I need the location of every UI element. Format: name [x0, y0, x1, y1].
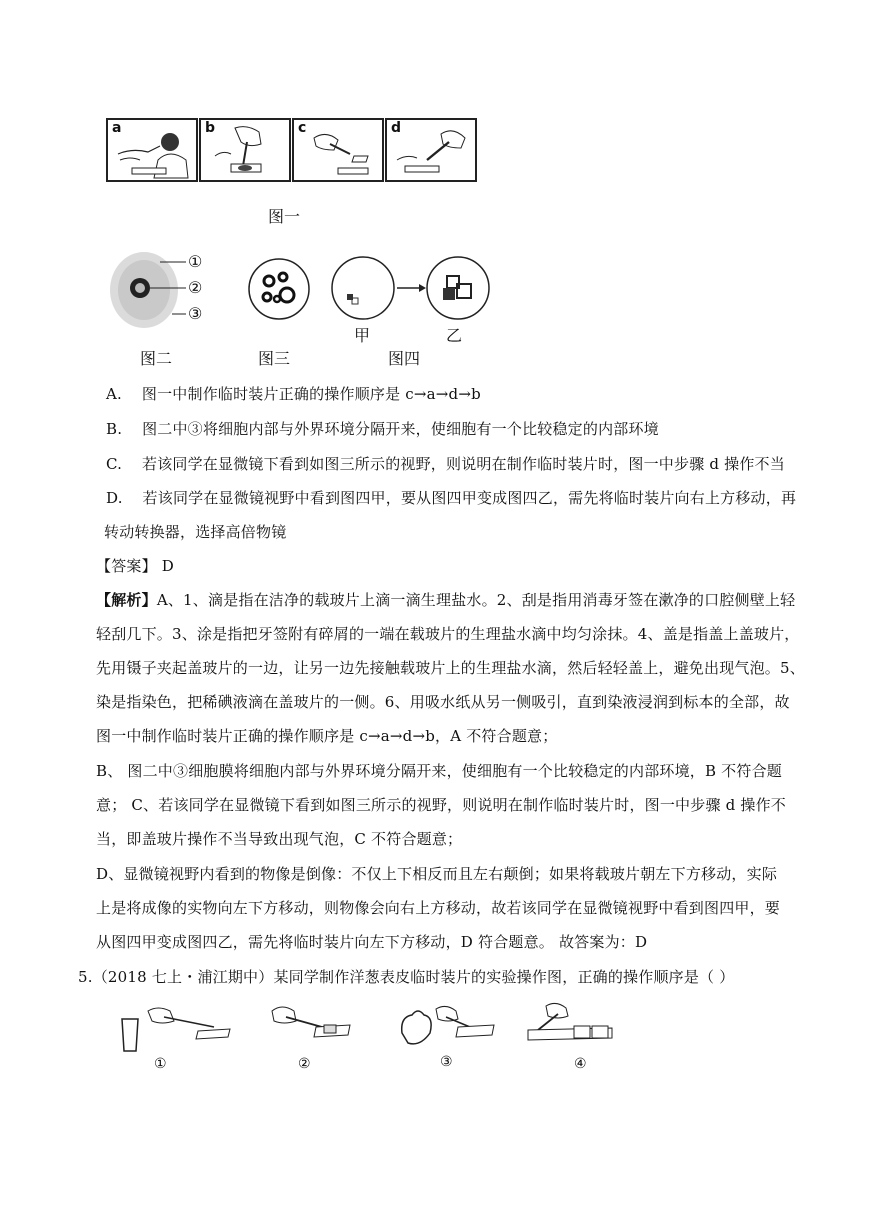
figure4-caption: 图四 [388, 349, 421, 368]
question5-step1-illustration [118, 1005, 238, 1055]
dropper-illustration [294, 120, 382, 180]
analysis-line-1 [96, 590, 795, 610]
analysis-line-8: 当，即盖玻片操作不当导致出现气泡，C 不符合题意； [96, 830, 463, 848]
analysis-line-4: 染是指染色，把稀碘液滴在盖玻片的一侧。6、用吸水纸从另一侧吸引，直到染液浸润到标本的全部，故 [96, 693, 790, 711]
option-letter: B. [106, 420, 123, 438]
option-text: 若该同学在显微镜视野中看到图四甲，要从图四甲变成图四乙，需先将临时装片向右上方移动，再 [142, 489, 797, 507]
analysis-line-11: 从图四甲变成图四乙，需先将临时装片向左下方移动，D 符合题意。 故答案为：D [96, 933, 648, 951]
analysis-label: 【解析】 [96, 591, 157, 609]
figure1-panel-a [106, 118, 198, 182]
figure2-label-3: ③ [188, 304, 203, 323]
answer-value: D [161, 557, 175, 575]
question5-step3-label: ③ [440, 1054, 453, 1070]
analysis-line-7: 意； C、若该同学在显微镜下看到如图三所示的视野，则说明在制作临时装片时，图一中步骤 d 操作不 [96, 796, 786, 814]
option-text: 图二中③将细胞内部与外界环境分隔开来，使细胞有一个比较稳定的内部环境 [142, 420, 659, 438]
answer-label: 【答案】 [96, 557, 157, 575]
answer-line [96, 556, 174, 576]
analysis-line-3: 先用镊子夹起盖玻片的一边，让另一边先接触载玻片上的生理盐水滴，然后轻轻盖上，避免出现气泡。5、 [96, 659, 805, 677]
figure3-field-of-view [247, 257, 311, 321]
figure2-label-1: ① [188, 252, 203, 271]
figure2-caption: 图二 [140, 349, 173, 368]
figure3-caption: 图三 [258, 349, 291, 368]
option-letter: A. [106, 385, 123, 403]
question5-step4-label: ④ [574, 1056, 587, 1072]
figure2-label-2: ② [188, 278, 203, 297]
panel-letter: d [391, 120, 402, 136]
analysis-line-10: 上是将成像的实物向左下方移动，则物像会向右上方移动，故若该同学在显微镜视野中看到图四甲，要 [96, 899, 781, 917]
figure2-cell-diagram [106, 250, 226, 340]
figure4-label-jia: 甲 [354, 326, 371, 345]
option-c [106, 454, 785, 474]
analysis-line-2: 轻刮几下。3、涂是指把牙签附有碎屑的一端在载玻片的生理盐水滴中均匀涂抹。4、盖是指盖上盖玻片， [96, 625, 800, 643]
cheek-swab-illustration [108, 120, 196, 180]
smear-illustration [201, 120, 289, 180]
question5-step2-illustration [266, 1003, 366, 1053]
figure4-label-yi: 乙 [446, 326, 463, 345]
figure1-panel-c [292, 118, 384, 182]
panel-letter: c [298, 120, 307, 136]
question5-step3-illustration [396, 1003, 506, 1053]
option-text: 图一中制作临时装片正确的操作顺序是 c→a→d→b [141, 385, 481, 403]
option-b [106, 419, 659, 439]
figure1-panel-b [199, 118, 291, 182]
question5-step1-label: ① [154, 1056, 167, 1072]
analysis-text: A、1、滴是指在洁净的载玻片上滴一滴生理盐水。2、刮是指用消毒牙签在漱净的口腔侧壁上轻 [156, 591, 796, 609]
option-letter: C. [106, 455, 123, 473]
panel-letter: a [112, 120, 122, 136]
question5-step4-illustration [524, 1000, 624, 1050]
analysis-line-6: B、 图二中③细胞膜将细胞内部与外界环境分隔开来，使细胞有一个比较稳定的内部环境，B 不符合题 [96, 762, 782, 780]
figure4-diagram [331, 254, 496, 326]
coverslip-illustration [387, 120, 475, 180]
option-letter: D. [106, 489, 123, 507]
question5-step2-label: ② [298, 1056, 311, 1072]
option-a [106, 384, 481, 404]
option-d [106, 488, 796, 508]
option-text: 若该同学在显微镜下看到如图三所示的视野，则说明在制作临时装片时，图一中步骤 d 操作不当 [142, 455, 785, 473]
analysis-line-5: 图一中制作临时装片正确的操作顺序是 c→a→d→b，A 不符合题意； [96, 727, 558, 745]
figure1-panel-d [385, 118, 477, 182]
option-d-continued: 转动转换器，选择高倍物镜 [104, 523, 287, 541]
question5-stem: 5.（2018 七上・浦江期中）某同学制作洋葱表皮临时装片的实验操作图，正确的操作顺序是（ ） [78, 968, 735, 986]
figure1-caption: 图一 [268, 207, 301, 226]
analysis-line-9: D、显微镜视野内看到的物像是倒像：不仅上下相反而且左右颠倒；如果将载玻片朝左下方移动，实际 [96, 865, 778, 883]
panel-letter: b [205, 120, 216, 136]
